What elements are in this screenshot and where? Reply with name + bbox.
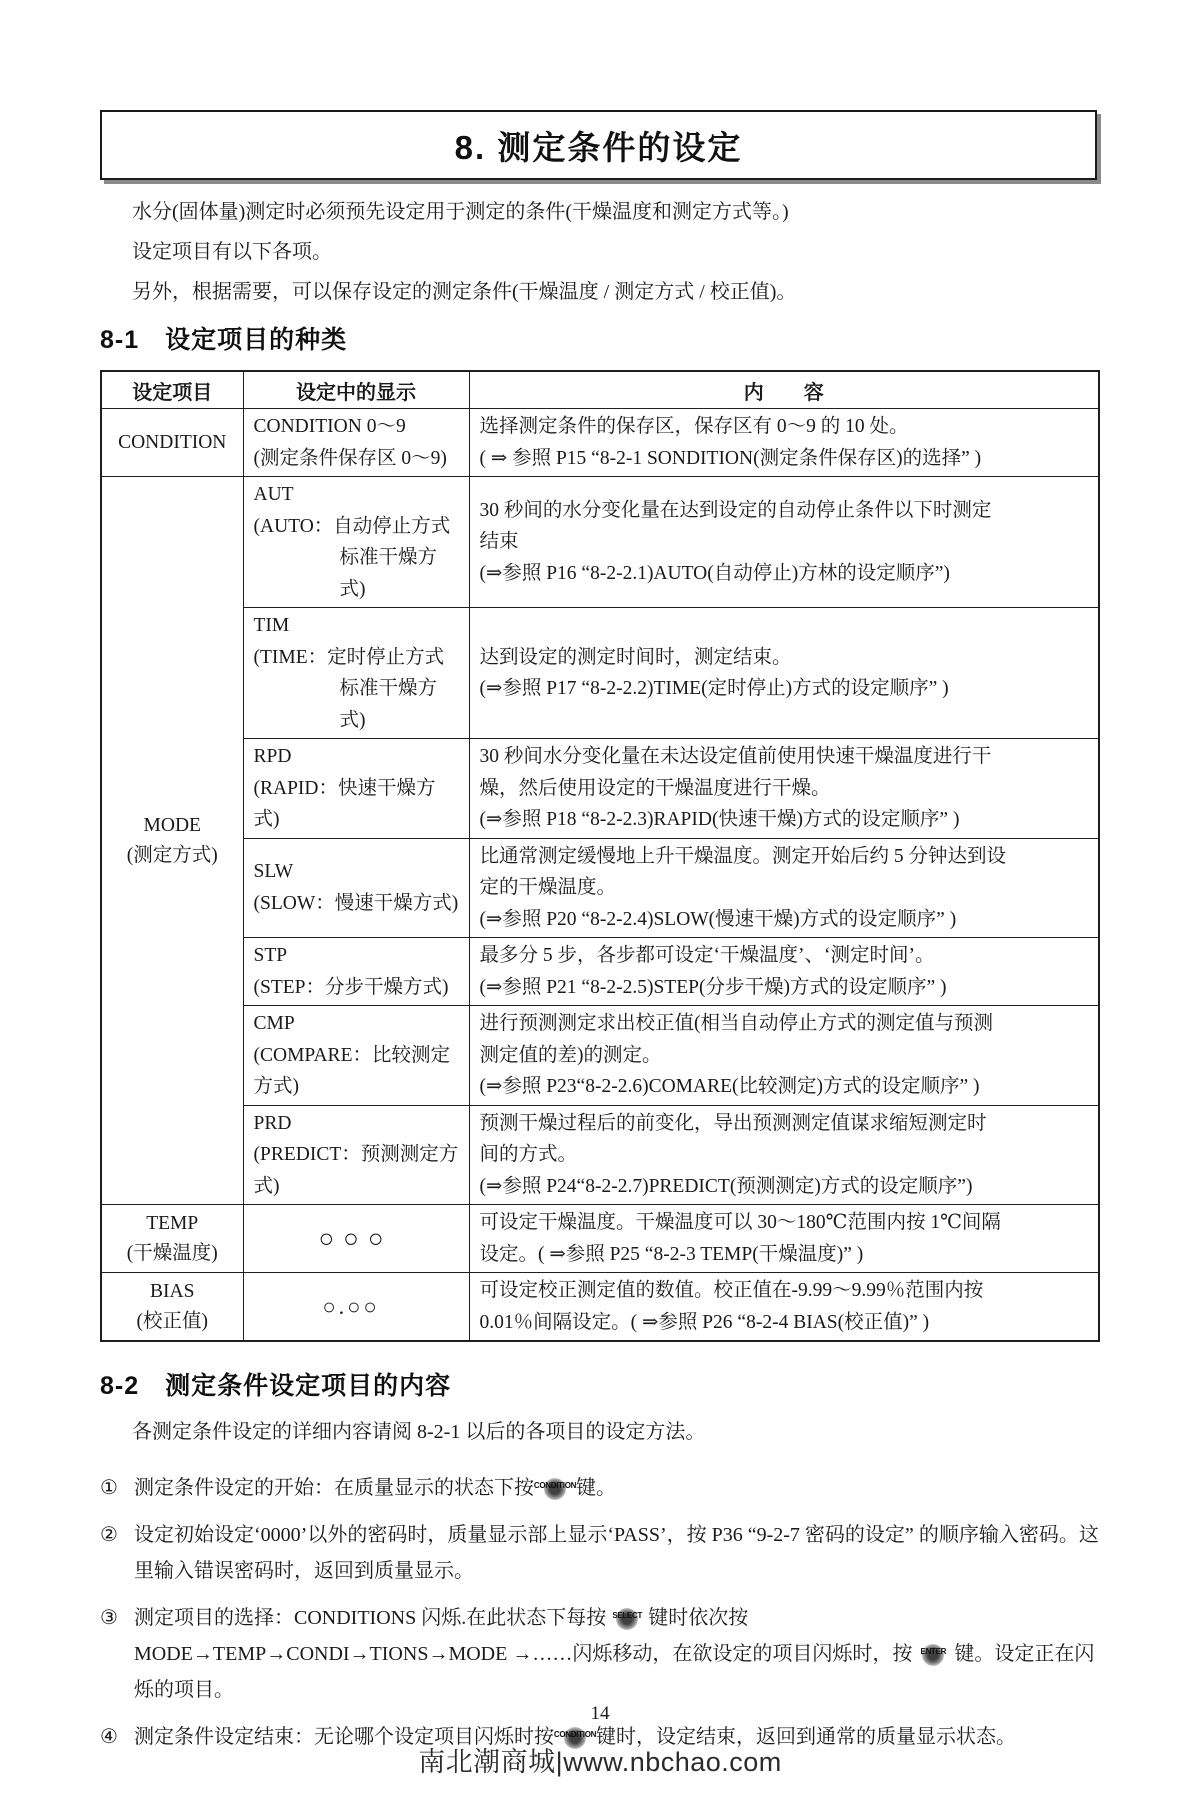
column-header-content: 内 容 (469, 371, 1099, 409)
page (0, 110, 1200, 1755)
list-item: ④ 测定条件设定结束：无论哪个设定项目闪烁时按 CONDITION 键时，设定结束，返回到通常的质量显示状态。 (100, 1719, 1100, 1755)
intro-line: 水分(固体量)测定时必须预先设定用于测定的条件(干燥温度和测定方式等。) (132, 201, 789, 223)
intro-line: 设定项目有以下各项。 (132, 241, 332, 263)
table-header-row (101, 371, 1099, 409)
cell-display: PRD (PREDICT：预测测定方式) (243, 1105, 469, 1205)
table-row-rpd (101, 739, 1099, 839)
section-8-1-heading (100, 320, 1100, 356)
cell-item: TEMP (干燥温度) (101, 1205, 243, 1273)
select-key-icon: SELECT (607, 1601, 647, 1631)
column-header-item: 设定项目 (101, 371, 243, 409)
table-row-prd (101, 1105, 1099, 1205)
cell-content: 选择测定条件的保存区，保存区有 0～9 的 10 处。 ( ⇒ 参照 P15 “8-2-1 SONDITION(测定条件保存区)的选择” ) (469, 409, 1099, 477)
settings-table (100, 370, 1100, 1342)
cell-content: 达到设定的测定时间时，测定结束。 (⇒参照 P17 “8-2-2.2)TIME(定时停止)方式的设定顺序” ) (469, 608, 1099, 739)
circled-number: ① (100, 1477, 118, 1499)
intro-paragraphs (100, 192, 1100, 312)
cell-item-mode: MODE (测定方式) (101, 477, 243, 1205)
cell-content: 可设定校正测定值的数值。校正值在-9.99～9.99％范围内按 0.01％间隔设定。( ⇒参照 P26 “8-2-4 BIAS(校正值)” ) (469, 1273, 1099, 1342)
section-number: 8-2 (100, 1372, 140, 1400)
cell-item: CONDITION (101, 409, 243, 477)
circled-number: ④ (100, 1726, 118, 1748)
cell-item: BIAS (校正值) (101, 1273, 243, 1342)
list-item: ③ 测定项目的选择：CONDITIONS 闪烁.在此状态下每按 SELECT 键时依次按 MODE→TEMP→CONDI→TIONS→MODE →……闪烁移动，在欲设定的项目闪烁时，按 ENTER 键。设定正在闪烁的项目。 (100, 1600, 1100, 1708)
table-row-bias (101, 1273, 1099, 1342)
table-row-temp (101, 1205, 1099, 1273)
cell-content: 30 秒间水分变化量在未达设定值前使用快速干燥温度进行干 燥，然后使用设定的干燥温度进行干燥。 (⇒参照 P18 “8-2-2.3)RAPID(快速干燥)方式的设定顺序” ) (469, 739, 1099, 839)
cell-display: RPD (RAPID：快速干燥方式) (243, 739, 469, 839)
section-8-2-heading (100, 1366, 1100, 1402)
enter-key-icon: ENTER (913, 1637, 953, 1667)
table-row-cmp (101, 1006, 1099, 1106)
circled-number: ③ (100, 1607, 118, 1629)
chapter-title: 8. 测定条件的设定 (454, 128, 743, 166)
cell-content: 最多分 5 步，各步都可设定‘干燥温度’、‘测定时间’。 (⇒参照 P21 “8-2-2.5)STEP(分步干燥)方式的设定顺序” ) (469, 938, 1099, 1006)
cell-content: 进行预测测定求出校正值(相当自动停止方式的测定值与预测 测定值的差)的测定。 (⇒参照 P23“8-2-2.6)COMARE(比较测定)方式的设定顺序” ) (469, 1006, 1099, 1106)
cell-display: AUT (AUTO：自动停止方式 标准干燥方式) (243, 477, 469, 608)
list-item: ② 设定初始设定‘0000’以外的密码时，质量显示部上显示‘PASS’，按 P36 “9-2-7 密码的设定” 的顺序输入密码。这里输入错误密码时，返回到质量显示。 (100, 1517, 1100, 1589)
page-number: 14 (590, 1703, 610, 1724)
cell-display: SLW (SLOW：慢速干燥方式) (243, 838, 469, 938)
temp-display-symbol: ○○○ (318, 1223, 393, 1253)
cell-display: CMP (COMPARE：比较测定方式) (243, 1006, 469, 1106)
cell-display: TIM (TIME：定时停止方式 标准干燥方式) (243, 608, 469, 739)
condition-key-icon: CONDITION (555, 1720, 595, 1750)
cell-display-bias-symbol (243, 1273, 469, 1342)
table-row-tim (101, 608, 1099, 739)
table-row-stp (101, 938, 1099, 1006)
section-8-2-paragraph: 各测定条件设定的详细内容请阅 8-2-1 以后的各项目的设定方法。 (132, 1421, 706, 1443)
site-watermark: 南北潮商城|www.nbchao.com (418, 1747, 782, 1777)
circled-number: ② (100, 1524, 118, 1546)
list-item: ① 测定条件设定的开始：在质量显示的状态下按 CONDITION 键。 (100, 1470, 1100, 1506)
table-row-condition (101, 409, 1099, 477)
cell-content: 比通常测定缓慢地上升干燥温度。测定开始后约 5 分钟达到设 定的干燥温度。 (⇒参照 P20 “8-2-2.4)SLOW(慢速干燥)方式的设定顺序” ) (469, 838, 1099, 938)
intro-line: 另外，根据需要，可以保存设定的测定条件(干燥温度 / 测定方式 / 校正值)。 (132, 281, 797, 303)
cell-display: CONDITION 0～9 (测定条件保存区 0～9) (243, 409, 469, 477)
column-header-display: 设定中的显示 (243, 371, 469, 409)
cell-display: STP (STEP：分步干燥方式) (243, 938, 469, 1006)
condition-key-icon: CONDITION (535, 1471, 575, 1501)
table-row-slw (101, 838, 1099, 938)
table-row-aut (101, 477, 1099, 608)
cell-display-temp-symbol (243, 1205, 469, 1273)
cell-content: 30 秒间的水分变化量在达到设定的自动停止条件以下时测定 结束 (⇒参照 P16 “8-2-2.1)AUTO(自动停止)方林的设定顺序”) (469, 477, 1099, 608)
cell-content: 预测干燥过程后的前变化，导出预测测定值谋求缩短测定时 间的方式。 (⇒参照 P24“8-2-2.7)PREDICT(预测测定)方式的设定顺序”) (469, 1105, 1099, 1205)
cell-content: 可设定干燥温度。干燥温度可以 30～180℃范围内按 1℃间隔 设定。( ⇒参照 P25 “8-2-3 TEMP(干燥温度)” ) (469, 1205, 1099, 1273)
section-title: 设定项目的种类 (165, 326, 348, 354)
chapter-title-box (100, 110, 1097, 180)
bias-display-symbol: ○.○○ (322, 1293, 380, 1319)
section-title: 测定条件设定项目的内容 (165, 1372, 452, 1400)
section-number: 8-1 (100, 326, 140, 354)
